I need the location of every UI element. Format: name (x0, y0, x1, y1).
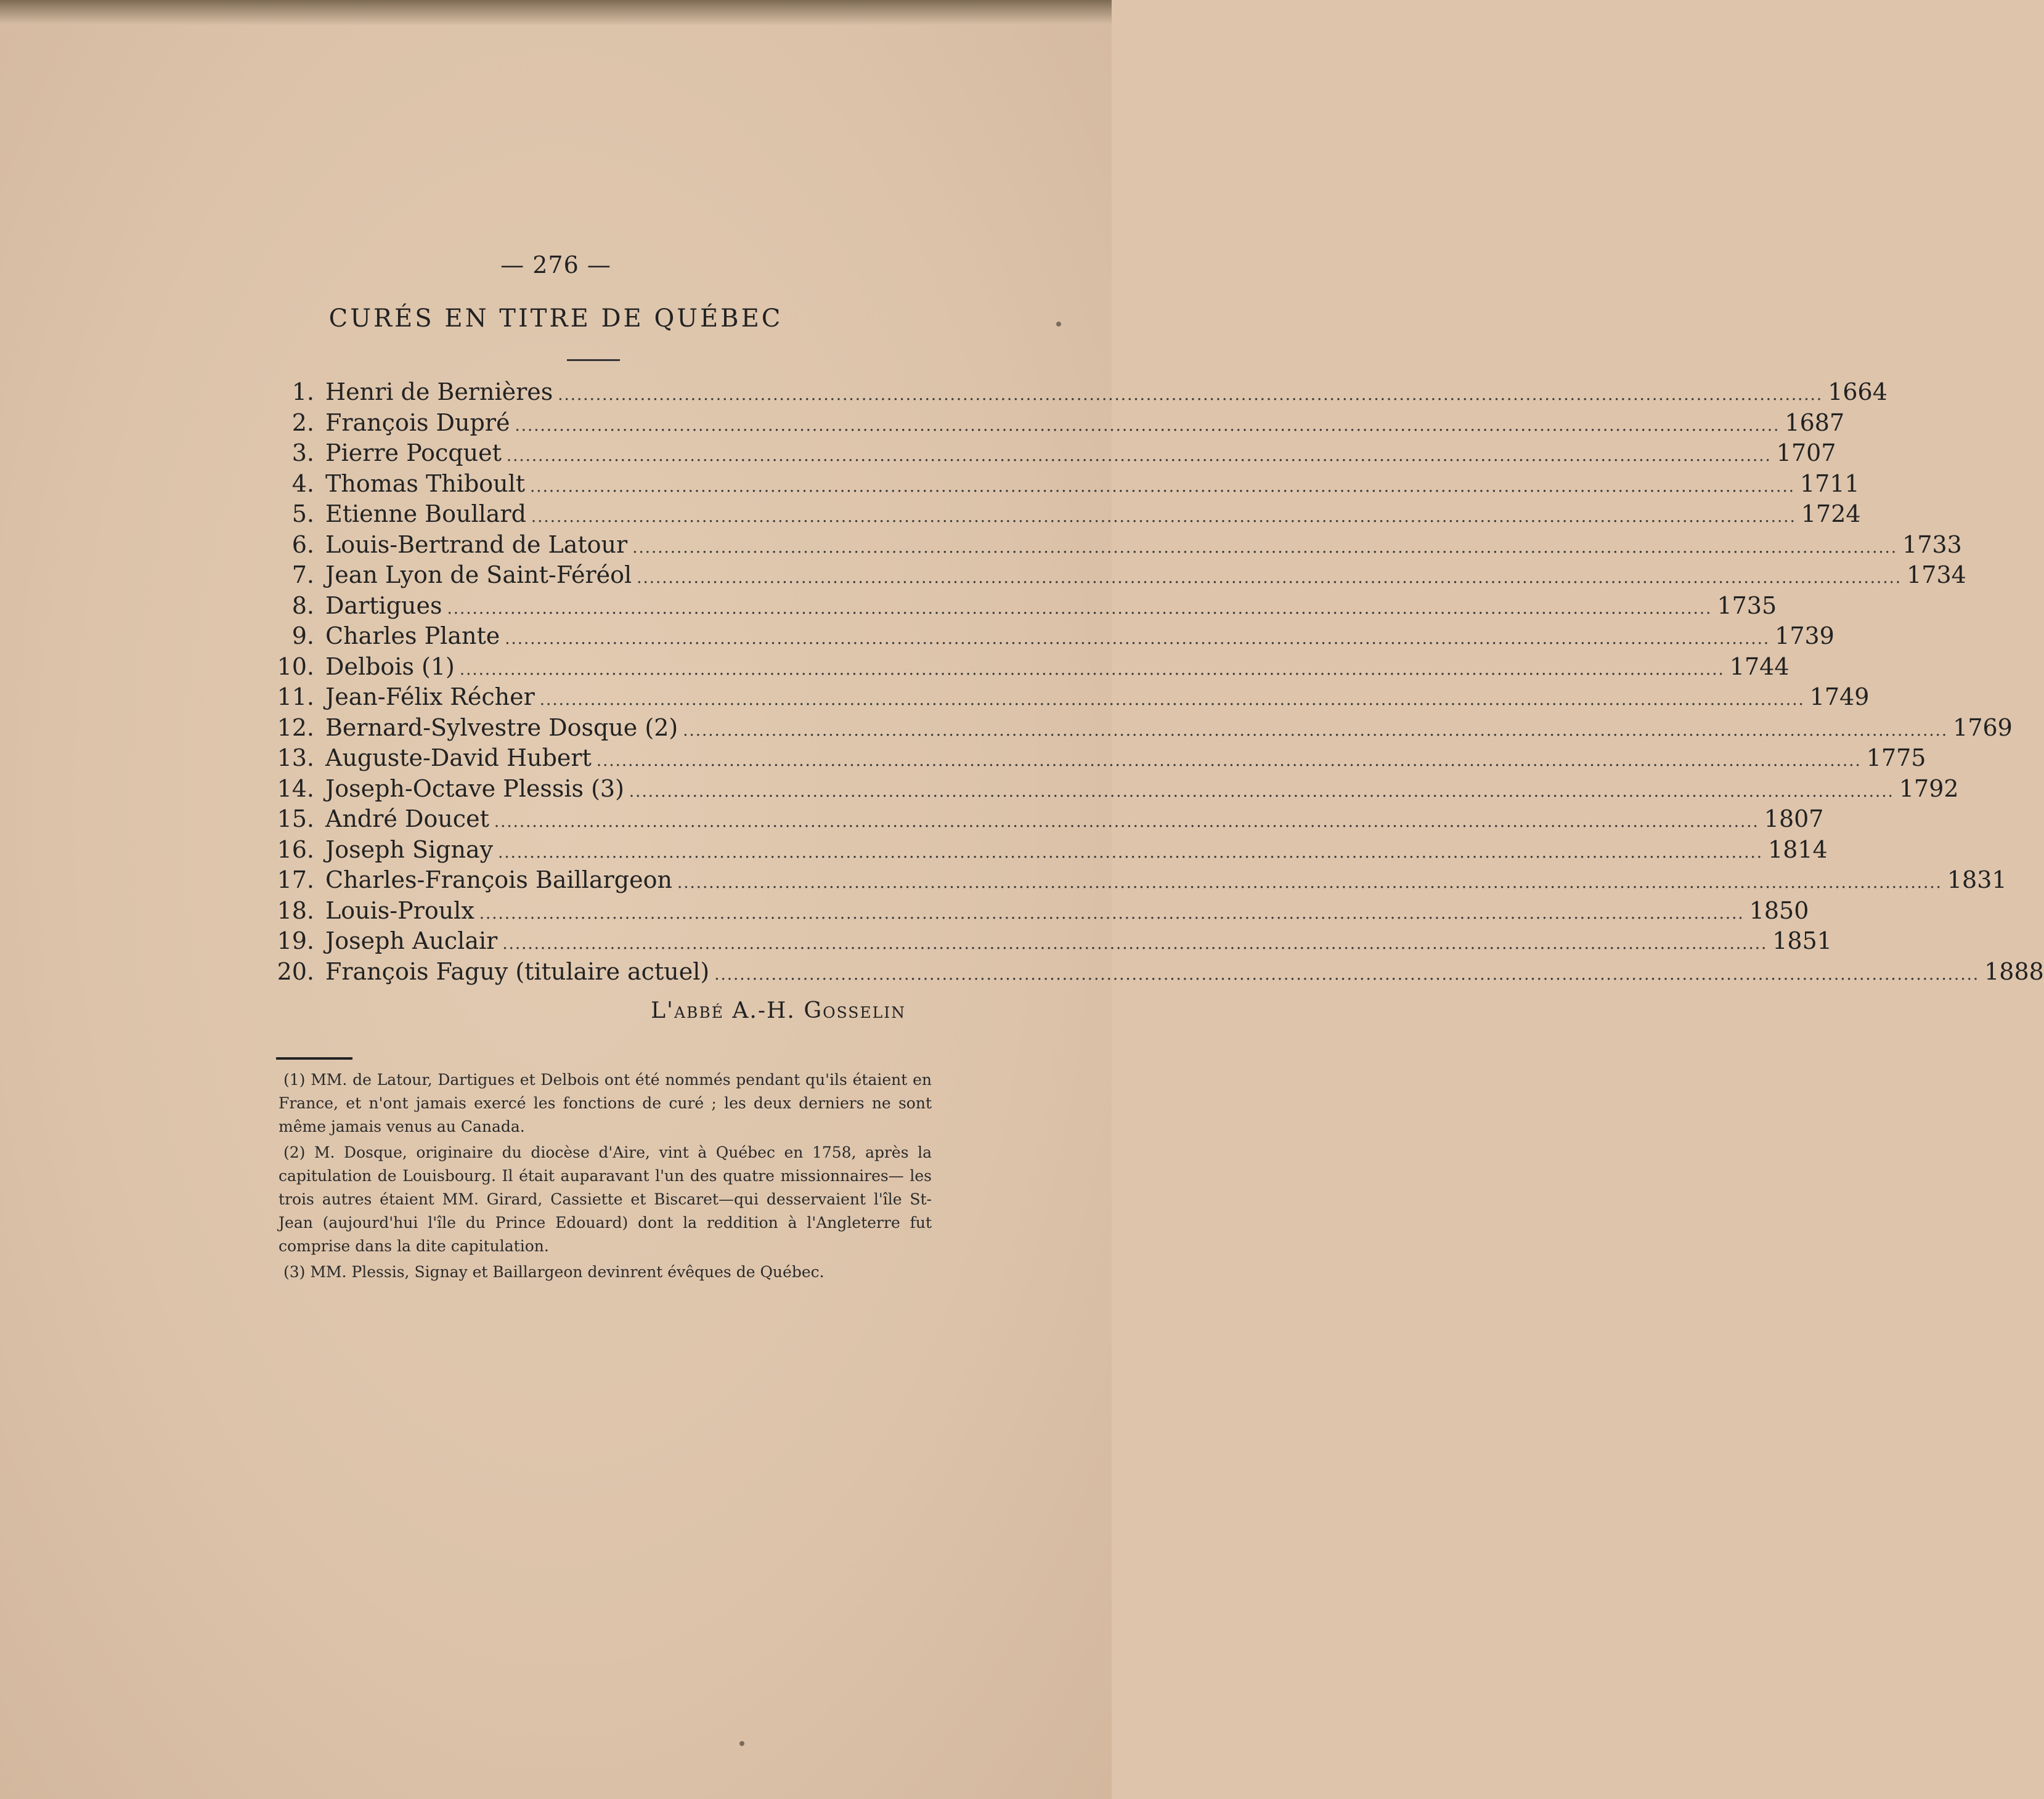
footnote-1: (1) MM. de Latour, Dartigues et Delbois ont été nommés pendant qu'ils étaient en France, et n'ont jamais exercé les fonctions de curé ; les deux derniers ne sont même jamais venus au Canada. (279, 1071, 932, 1135)
footnote-divider (276, 1057, 352, 1060)
leader-dots: ........................................................................................................................................................................................................ (530, 477, 1795, 496)
entry-name: Etienne Boullard (325, 500, 526, 527)
entry-number: 5. (291, 500, 314, 527)
entry-number: 13. (277, 744, 314, 771)
entry-name: Louis-Bertrand de Latour (325, 530, 628, 558)
entry-number: 12. (277, 713, 314, 741)
footnote-2: (2) M. Dosque, originaire du diocèse d'Aire, vint à Québec en 1758, après la capitulation de Louisbourg. Il était auparavant l'un des quatre missionnaires— les trois autres étaient MM. Girard, Cassiette et Biscaret—qui desservaient l'île St-Jean (aujourd'hui l'île du Prince Edouard) dont la reddition à l'Angleterre fut comprise dans la dite capitulation. (279, 1143, 932, 1255)
list-item (271, 500, 1861, 531)
list-item (271, 683, 1870, 714)
list-item (271, 713, 2013, 745)
entry-number: 16. (277, 835, 314, 863)
entry-number: 20. (277, 957, 314, 985)
list-item (271, 774, 1959, 806)
entry-number: 2. (291, 408, 314, 436)
entry-number: 18. (277, 896, 314, 924)
entry-year: 1807 (1764, 805, 1824, 832)
entry-number: 10. (277, 652, 314, 680)
leader-dots: ........................................................................................................................................................................................................ (596, 752, 1862, 770)
entry-number: 14. (277, 774, 314, 802)
leader-dots: ........................................................................................................................................................................................................ (459, 660, 1725, 679)
paper-speck (1056, 322, 1061, 327)
entry-number: 3. (291, 439, 314, 466)
footnotes (279, 1068, 932, 1286)
entry-year: 1749 (1809, 683, 1870, 710)
list-item (271, 835, 1828, 867)
entry-year: 1831 (1947, 866, 2007, 893)
list-item (271, 378, 1887, 409)
entry-name: Thomas Thiboult (325, 469, 526, 497)
entry-name: Joseph Auclair (325, 927, 498, 954)
entry-year: 1734 (1907, 561, 1966, 588)
entry-year: 1733 (1902, 530, 1962, 558)
entry-name: André Doucet (325, 805, 489, 832)
page-number: — 276 — (500, 251, 611, 278)
entry-year: 1739 (1775, 622, 1834, 649)
entry-year: 1814 (1768, 835, 1828, 863)
list-item (271, 561, 1966, 592)
entry-name: Dartigues (325, 591, 442, 619)
entry-number: 4. (291, 469, 314, 497)
entry-number: 1. (291, 378, 314, 405)
leader-dots: ........................................................................................................................................................................................................ (479, 904, 1745, 923)
entry-number: 11. (277, 683, 314, 710)
list-item (271, 439, 1836, 470)
list-item (271, 408, 1845, 440)
list-item (271, 866, 2007, 897)
leader-dots: ........................................................................................................................................................................................................ (505, 630, 1770, 648)
list-item (271, 896, 1809, 928)
entry-year: 1687 (1785, 408, 1845, 436)
list-item (271, 744, 1926, 775)
entry-name: Jean Lyon de Saint-Féréol (325, 561, 632, 588)
leader-dots: ........................................................................................................................................................................................................ (683, 721, 1948, 740)
entry-name: Joseph-Octave Plessis (3) (325, 774, 624, 802)
entry-name: Louis-Proulx (325, 896, 474, 924)
leader-dots: ........................................................................................................................................................................................................ (515, 416, 1780, 435)
list-item (271, 591, 1777, 623)
entry-number: 15. (277, 805, 314, 832)
leader-dots: ........................................................................................................................................................................................................ (539, 691, 1805, 709)
author-signature: L'abbé A.-H. Gosselin (651, 998, 906, 1023)
entry-number: 7. (291, 561, 314, 588)
entry-name: Charles-François Baillargeon (325, 866, 672, 893)
list-item (271, 469, 1860, 501)
entry-name: Bernard-Sylvestre Dosque (2) (325, 713, 678, 741)
entry-number: 9. (291, 622, 314, 649)
cure-list (271, 378, 2044, 988)
leader-dots: ........................................................................................................................................................................................................ (637, 569, 1902, 587)
entry-name: Auguste-David Hubert (325, 744, 592, 771)
entry-name: Pierre Pocquet (325, 439, 502, 466)
list-item (271, 957, 2044, 989)
list-item (271, 530, 1962, 562)
entry-name: François Dupré (325, 408, 510, 436)
entry-year: 1888 (1984, 957, 2044, 985)
entry-year: 1711 (1799, 469, 1860, 497)
entry-number: 6. (291, 530, 314, 558)
leader-dots: ........................................................................................................................................................................................................ (506, 447, 1772, 465)
leader-dots: ........................................................................................................................................................................................................ (677, 874, 1942, 892)
entry-name: Henri de Bernières (325, 378, 553, 405)
list-item (271, 927, 1832, 958)
leader-dots: ........................................................................................................................................................................................................ (629, 782, 1894, 801)
list-item (271, 622, 1834, 653)
list-item (271, 652, 1790, 684)
footnote-3: (3) MM. Plessis, Signay et Baillargeon devinrent évêques de Québec. (283, 1263, 825, 1281)
entry-year: 1724 (1801, 500, 1861, 527)
entry-year: 1769 (1953, 713, 2013, 741)
page-top-edge (0, 0, 1112, 25)
paper-speck (739, 1741, 744, 1746)
list-item (271, 805, 1824, 836)
leader-dots: ........................................................................................................................................................................................................ (531, 508, 1796, 526)
entry-year: 1707 (1776, 439, 1836, 466)
entry-number: 17. (277, 866, 314, 893)
leader-dots: ........................................................................................................................................................................................................ (494, 813, 1759, 831)
entry-year: 1735 (1717, 591, 1777, 619)
entry-year: 1664 (1828, 378, 1887, 405)
leader-dots: ........................................................................................................................................................................................................ (502, 935, 1768, 953)
entry-number: 8. (291, 591, 314, 619)
leader-dots: ........................................................................................................................................................................................................ (498, 843, 1764, 862)
entry-name: Joseph Signay (325, 835, 494, 863)
entry-name: François Faguy (titulaire actuel) (325, 957, 710, 985)
entry-year: 1850 (1749, 896, 1809, 924)
leader-dots: ........................................................................................................................................................................................................ (714, 965, 1980, 984)
entry-name: Delbois (1) (325, 652, 455, 680)
leader-dots: ........................................................................................................................................................................................................ (447, 599, 1712, 618)
entry-number: 19. (277, 927, 314, 954)
entry-name: Jean-Félix Récher (325, 683, 535, 710)
title-divider (567, 359, 620, 361)
leader-dots: ........................................................................................................................................................................................................ (558, 386, 1823, 404)
entry-year: 1744 (1729, 652, 1790, 680)
entry-year: 1775 (1866, 744, 1926, 771)
entry-name: Charles Plante (325, 622, 500, 649)
entry-year: 1792 (1899, 774, 1959, 802)
page-title: CURÉS EN TITRE DE QUÉBEC (328, 304, 783, 333)
entry-year: 1851 (1772, 927, 1832, 954)
leader-dots: ........................................................................................................................................................................................................ (632, 538, 1898, 557)
